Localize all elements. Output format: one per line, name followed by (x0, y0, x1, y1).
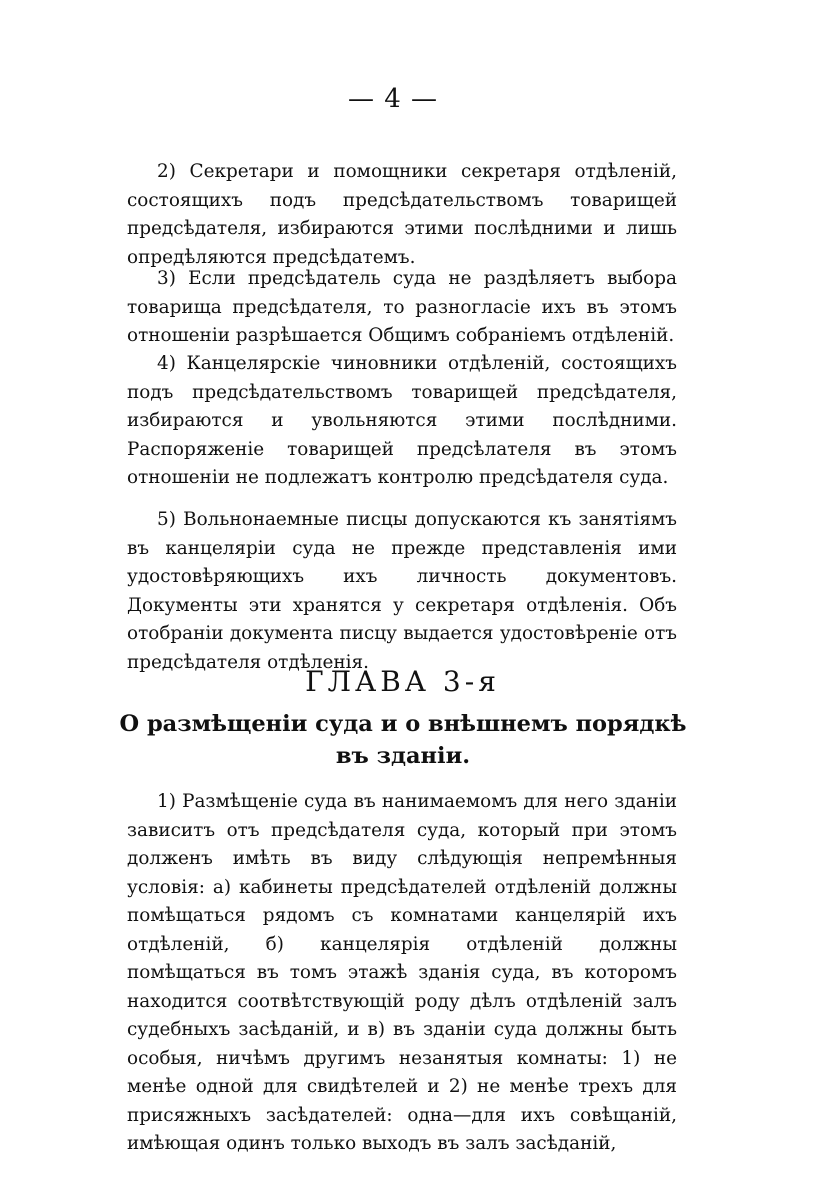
paragraph-2: 2) Секретари и помощники секретаря отдѣленій, состоящихъ подъ предсѣдательствомъ товарищей предсѣдателя, избираются этими послѣдними и лишь опредѣляются предсѣдатемъ. (127, 161, 677, 268)
chapter-heading: О размѣщеніи суда и о внѣшнемъ порядкѣ въ зданіи. (119, 711, 687, 769)
paragraph-3: 3) Если предсѣдатель суда не раздѣляетъ выбора товарища предсѣдателя, то разногласіе ихъ въ этомъ отношеніи разрѣшается Общимъ собраніемъ отдѣленій. (127, 268, 677, 346)
paragraph-5: 5) Вольнонаемные писцы допускаются къ занятіямъ въ канцеляріи суда не прежде представленія ими удостовѣряющихъ ихъ личность документовъ. Документы эти хранятся у секретаря отдѣленія. Объ отобраніи документа писцу выдается удостовѣреніе отъ предсѣдателя отдѣленія. (127, 509, 677, 673)
paragraph-4: 4) Канцелярскіе чиновники отдѣленій, состоящихъ подъ предсѣдательствомъ товарищей предсѣдателя, избираются и увольняются этими послѣдними. Распоряженіе товарищей предсѣлателя въ этомъ отношеніи не подлежатъ контролю предсѣдателя суда. (127, 353, 677, 488)
page-number: — 4 — (347, 84, 439, 114)
chapter-title: ГЛАВА 3-я (305, 665, 500, 698)
chapter-paragraph-1: 1) Размѣщеніе суда въ нанимаемомъ для него зданіи зависитъ отъ предсѣдателя суда, который при этомъ долженъ имѣть въ виду слѣдующія непремѣнныя условія: а) кабинеты предсѣдателей отдѣленій должны помѣщаться рядомъ съ комнатами канцелярій ихъ отдѣленій, б) канцелярія отдѣленій должны помѣщаться въ томъ этажѣ зданія суда, въ которомъ находится соотвѣтствующій роду дѣлъ отдѣленій залъ судебныхъ засѣданій, и в) въ зданіи суда должны быть особыя, ничѣмъ другимъ незанятыя комнаты: 1) не менѣе одной для свидѣтелей и 2) не менѣе трехъ для присяжныхъ засѣдателей: одна—для ихъ совѣщаній, имѣющая одинъ только выходъ въ залъ засѣданій, (127, 791, 677, 1154)
